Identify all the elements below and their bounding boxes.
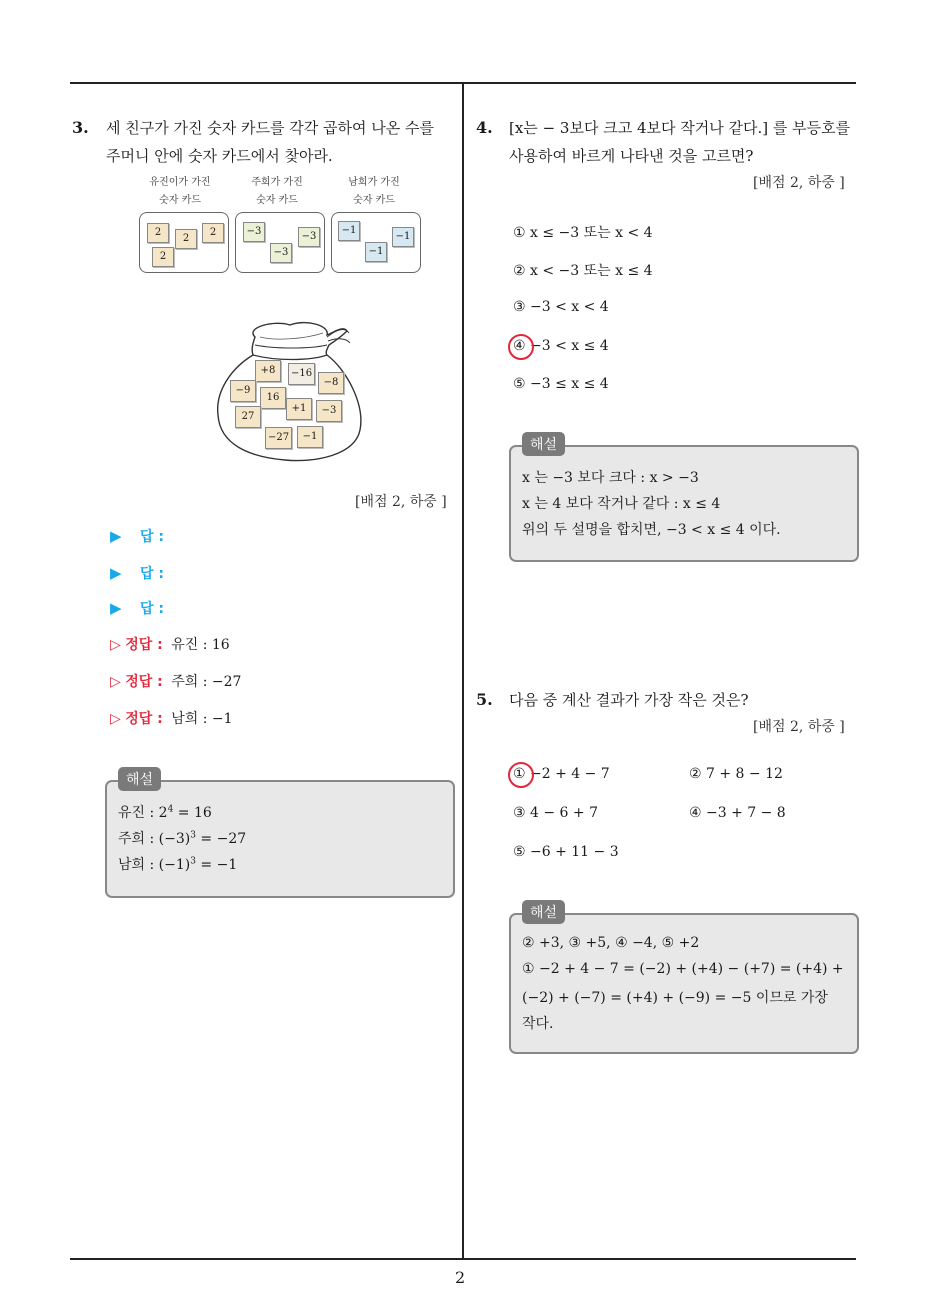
q4-text-line2: 사용하여 바르게 나타낸 것을 고르면?	[509, 147, 754, 165]
pouch-card: −3	[316, 400, 342, 422]
correct-answer-line-2	[110, 671, 241, 691]
q4-text-line1: [x는 − 3보다 크고 4보다 작거나 같다.] 를 부등호를	[509, 119, 851, 137]
answer-line-2	[110, 563, 164, 583]
q4-number: 4.	[476, 118, 493, 137]
group-label-namhee	[334, 174, 414, 210]
card-box-namhee	[331, 212, 421, 273]
solution-text: 남희 : (−1)	[118, 857, 191, 873]
group-label-line: 숫자 카드	[353, 195, 395, 206]
bottom-rule	[70, 1258, 856, 1260]
q3-solution-line-2	[118, 828, 246, 848]
q4-option-5[interactable]: ⑤ −3 ≤ x ≤ 4	[513, 376, 609, 392]
q5-score: [배점 2, 하중 ]	[753, 719, 845, 735]
pouch-card: −9	[230, 380, 256, 402]
q4-score: [배점 2, 하중 ]	[753, 175, 845, 191]
number-card: 2	[175, 229, 197, 249]
play-triangle-icon: ▶	[110, 564, 122, 582]
pouch-card: 27	[235, 406, 261, 428]
number-card: −3	[243, 222, 265, 242]
q5-text-line1: 다음 중 계산 결과가 가장 작은 것은?	[509, 691, 749, 709]
solution-text: = −27	[195, 831, 247, 847]
correct-answer-text: 남희 : −1	[171, 711, 233, 727]
q5-solution-line-1: ② +3, ③ +5, ④ −4, ⑤ +2	[522, 935, 700, 951]
correct-answer-text: 유진 : 16	[171, 637, 230, 653]
correct-answer-line-3	[110, 708, 233, 728]
correct-answer-text: 주희 : −27	[171, 674, 242, 690]
selected-answer-circle	[508, 334, 534, 360]
q3-text-line2: 주머니 안에 숫자 카드에서 찾아라.	[106, 147, 333, 165]
pouch-card: +8	[255, 360, 281, 382]
number-card: −3	[298, 227, 320, 247]
answer-label: 답 :	[140, 529, 164, 545]
answer-line-1	[110, 526, 164, 546]
solution-exponent: 3	[190, 856, 196, 867]
number-card: −3	[270, 243, 292, 263]
group-label-line: 숫자 카드	[256, 195, 298, 206]
correct-label: 정답 :	[125, 674, 163, 690]
selected-answer-circle	[508, 762, 534, 788]
q3-solution-line-3	[118, 854, 237, 874]
number-card: −1	[338, 221, 360, 241]
pouch-card: 16	[260, 387, 286, 409]
play-triangle-icon: ▶	[110, 599, 122, 617]
solution-text: 주희 : (−3)	[118, 831, 191, 847]
q5-solution-line-3: (−2) + (−7) = (+4) + (−9) = −5 이므로 가장	[522, 990, 828, 1006]
q4-option-2[interactable]: ② x < −3 또는 x ≤ 4	[513, 263, 653, 279]
group-label-line: 주희가 가진	[251, 177, 303, 188]
number-card: −1	[392, 227, 414, 247]
q4-solution-line-1: x 는 −3 보다 크다 : x > −3	[522, 470, 699, 486]
q4-solution-line-2: x 는 4 보다 작거나 같다 : x ≤ 4	[522, 496, 721, 512]
card-box-juhee	[235, 212, 325, 273]
hollow-triangle-icon: ▷	[110, 674, 121, 690]
hollow-triangle-icon: ▷	[110, 637, 121, 653]
q4-option-4[interactable]: ④ −3 < x ≤ 4	[513, 338, 609, 354]
group-label-line: 숫자 카드	[159, 195, 201, 206]
number-card: 2	[152, 247, 174, 267]
card-box-yujin	[139, 212, 229, 273]
correct-label: 정답 :	[125, 711, 163, 727]
q4-solution-tag: 해설	[522, 432, 565, 456]
group-label-line: 남희가 가진	[348, 177, 400, 188]
correct-label: 정답 :	[125, 637, 163, 653]
solution-text: = −1	[195, 857, 238, 873]
hollow-triangle-icon: ▷	[110, 711, 121, 727]
group-label-juhee	[237, 174, 317, 210]
pouch-card: −1	[297, 426, 323, 448]
answer-label: 답 :	[140, 566, 164, 582]
q3-score: [배점 2, 하중 ]	[355, 494, 447, 510]
q3-solution-line-1	[118, 802, 212, 822]
group-label-yujin	[140, 174, 220, 210]
solution-text: = 16	[173, 805, 212, 821]
pouch-card: −27	[265, 427, 292, 449]
q4-option-3[interactable]: ③ −3 < x < 4	[513, 299, 609, 315]
solution-exponent: 4	[167, 804, 174, 815]
number-card: −1	[365, 242, 387, 262]
q3-solution-tag: 해설	[118, 767, 161, 791]
solution-text: 유진 : 2	[118, 805, 168, 821]
q5-solution-line-4: 작다.	[522, 1016, 554, 1032]
q5-option-4[interactable]: ④ −3 + 7 − 8	[689, 805, 786, 821]
solution-exponent: 3	[190, 830, 196, 841]
q3-text-line1: 세 친구가 가진 숫자 카드를 각각 곱하여 나온 수를	[106, 119, 434, 137]
q5-solution-line-2: ① −2 + 4 − 7 = (−2) + (+4) − (+7) = (+4) +	[522, 961, 844, 977]
number-card: 2	[202, 223, 224, 243]
pouch-card: −8	[318, 372, 344, 394]
q3-number: 3.	[72, 118, 89, 137]
q5-option-5[interactable]: ⑤ −6 + 11 − 3	[513, 844, 619, 860]
q5-option-3[interactable]: ③ 4 − 6 + 7	[513, 805, 598, 821]
q5-number: 5.	[476, 690, 493, 709]
pouch-illustration	[215, 315, 365, 465]
q4-solution-line-3: 위의 두 설명을 합치면, −3 < x ≤ 4 이다.	[522, 522, 781, 538]
column-divider	[462, 82, 464, 1259]
pouch-card: −16	[288, 363, 315, 385]
page-number: 2	[455, 1268, 466, 1287]
answer-line-3	[110, 598, 164, 618]
q4-option-1[interactable]: ① x ≤ −3 또는 x < 4	[513, 225, 653, 241]
play-triangle-icon: ▶	[110, 527, 122, 545]
number-card: 2	[147, 223, 169, 243]
group-label-line: 유진이가 가진	[149, 177, 211, 188]
q5-option-1[interactable]: ① −2 + 4 − 7	[513, 766, 610, 782]
q5-solution-tag: 해설	[522, 900, 565, 924]
correct-answer-line-1	[110, 634, 230, 654]
pouch-card: +1	[286, 398, 312, 420]
q5-option-2[interactable]: ② 7 + 8 − 12	[689, 766, 783, 782]
answer-label: 답 :	[140, 601, 164, 617]
